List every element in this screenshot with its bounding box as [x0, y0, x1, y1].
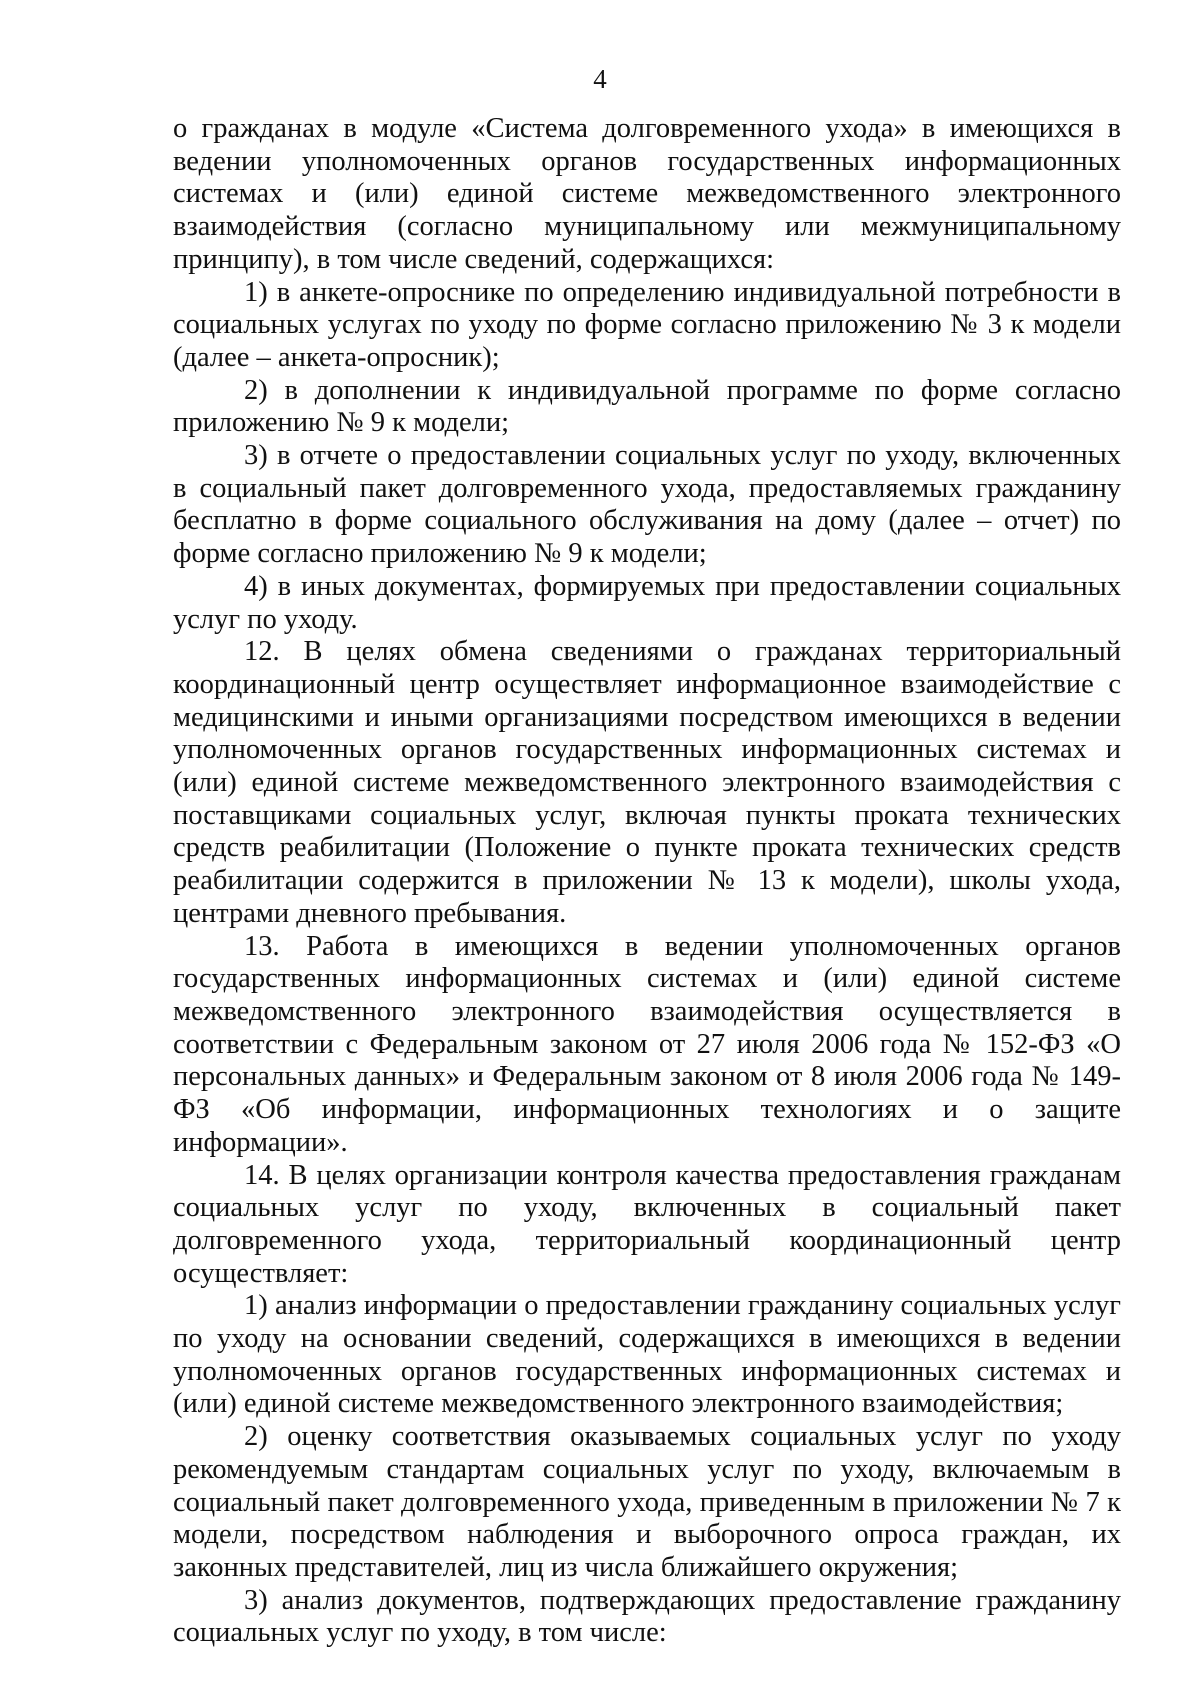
- paragraph-item-4-other-documents: 4) в иных документах, формируемых при предоставлении социальных услуг по уходу.: [173, 570, 1121, 635]
- paragraph-section-14-item-1: 1) анализ информации о предоставлении гражданину социальных услуг по уходу на основании сведений, содержащихся в имеющихся в ведении уполномоченных органов государственных информационных системах и (или) единой системе межведомственного электронного взаимодействия;: [173, 1290, 1121, 1420]
- document-body: [173, 113, 1121, 1650]
- paragraph-section-12: 12. В целях обмена сведениями о гражданах территориальный координационный центр осуществляет информационное взаимодействие с медицинскими и иными организациями посредством имеющихся в ведении уполномоченных органов государственных информационных системах и (или) единой системе межведомственного электронного взаимодействия с поставщиками социальных услуг, включая пункты проката технических средств реабилитации (Положение о пункте проката технических средств реабилитации содержится в приложении № 13 к модели), школы ухода, центрами дневного пребывания.: [173, 636, 1121, 929]
- paragraph-item-1-questionnaire: 1) в анкете-опроснике по определению индивидуальной потребности в социальных услугах по уходу по форме согласно приложению № 3 к модели (далее – анкета-опросник);: [173, 276, 1121, 373]
- paragraph-item-2-addition: 2) в дополнении к индивидуальной программе по форме согласно приложению № 9 к модели;: [173, 374, 1121, 439]
- paragraph-item-3-report: 3) в отчете о предоставлении социальных услуг по уходу, включенных в социальный пакет долговременного ухода, предоставляемых гражданину бесплатно в форме социального обслуживания на дому (далее – отчет) по форме согласно приложению № 9 к модели;: [173, 440, 1121, 570]
- paragraph-section-14: 14. В целях организации контроля качества предоставления гражданам социальных услуг по уходу, включенных в социальный пакет долговременного ухода, территориальный координационный центр осуществляет:: [173, 1159, 1121, 1289]
- paragraph-section-14-item-2: 2) оценку соответствия оказываемых социальных услуг по уходу рекомендуемым стандартам социальных услуг по уходу, включаемым в социальный пакет долговременного ухода, приведенным в приложении № 7 к модели, посредством наблюдения и выборочного опроса граждан, их законных представителей, лиц из числа ближайшего окружения;: [173, 1421, 1121, 1583]
- paragraph-intro-continued: о гражданах в модуле «Система долговременного ухода» в имеющихся в ведении уполномоченных органов государственных информационных системах и (или) единой системе межведомственного электронного взаимодействия (согласно муниципальному или межмуниципальному принципу), в том числе сведений, содержащихся:: [173, 113, 1121, 275]
- page-number: 4: [593, 64, 607, 94]
- paragraph-section-14-item-3: 3) анализ документов, подтверждающих предоставление гражданину социальных услуг по уходу, в том числе:: [173, 1584, 1121, 1649]
- paragraph-section-13: 13. Работа в имеющихся в ведении уполномоченных органов государственных информационных системах и (или) единой системе межведомственного электронного взаимодействия осуществляется в соответствии с Федеральным законом от 27 июля 2006 года № 152-ФЗ «О персональных данных» и Федеральным законом от 8 июля 2006 года № 149-ФЗ «Об информации, информационных технологиях и о защите информации».: [173, 930, 1121, 1158]
